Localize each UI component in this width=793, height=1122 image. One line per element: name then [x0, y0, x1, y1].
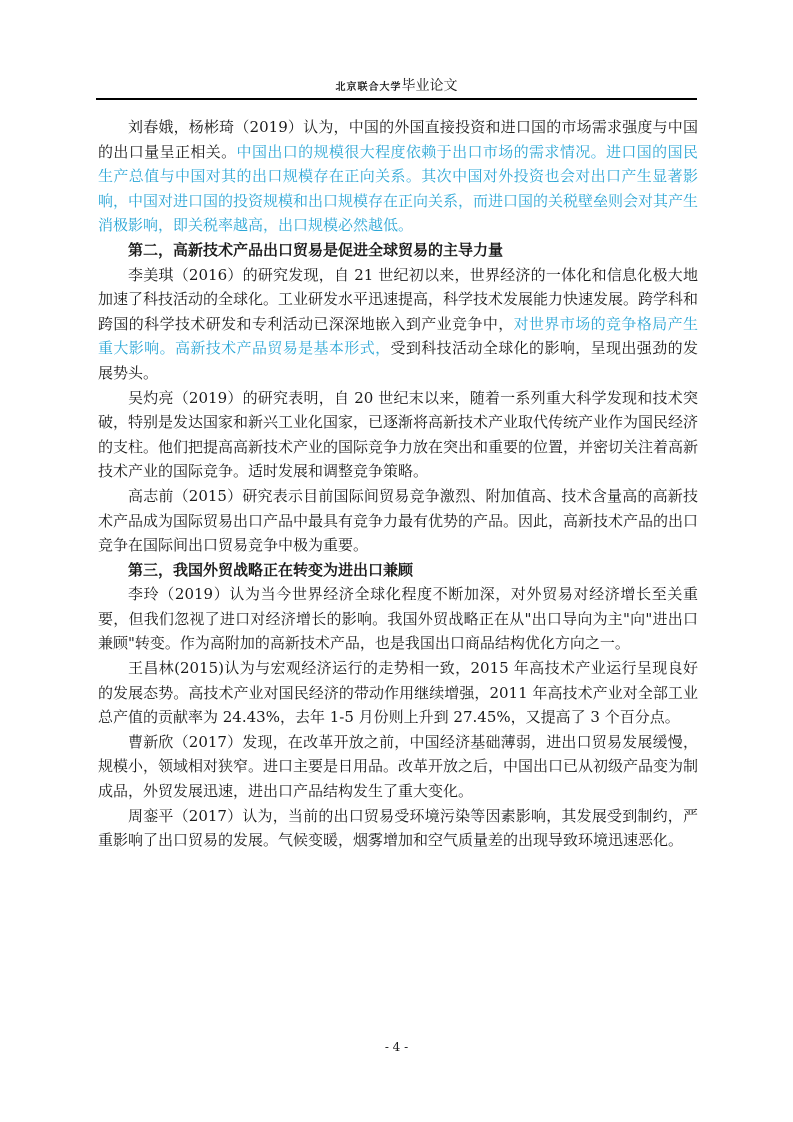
paragraph: 周銮平（2017）认为，当前的出口贸易受环境污染等因素影响，其发展受到制约，严重影响了出口贸易的发展。气候变暖，烟雾增加和空气质量差的出现导致环境迅速恶化。: [98, 806, 698, 850]
paragraph-text: 受到科技活动全球化的影响，呈现出强劲的发展势头。: [98, 339, 698, 382]
header-title: 毕业论文: [401, 78, 458, 94]
paragraph: [98, 263, 698, 386]
paragraph-text: 刘春娥，杨彬琦（2019）认为，中国的外国直接投资和进口国的市场需求强度与中国的出口量呈正相关。: [98, 118, 698, 161]
paragraph: 高志前（2015）研究表示目前国际间贸易竞争激烈、附加值高、技术含量高的高新技术产品成为国际贸易出口产品中最具有竞争力最有优势的产品。因此，高新技术产品的出口竞争在国际间出口贸易竞争中极为重要。: [98, 486, 699, 555]
university-name: 北京联合大学: [335, 82, 402, 93]
paragraph: 王昌林(2015)认为与宏观经济运行的走势相一致，2015 年高技术产业运行呈现良好的发展态势。高技术产业对国民经济的带动作用继续增强，2011 年高技术产业对全部工业总产值的贡献率为 24.43%，去年 1-5 月份则上升到 27.45%，又提高了 3 个百分点。: [98, 659, 698, 727]
page-header: [96, 76, 697, 100]
paragraph-text: 李美琪（2016）的研究发现，自 21 世纪初以来，世界经济的一体化和信息化极大地加速了科技活动的全球化。工业研发水平迅速提高，科学技术发展能力快速发展。跨学科和跨国的科学技术研发和专利活动已深深地嵌入到产业竞争中，: [98, 265, 699, 333]
paragraph: 吴灼亮（2019）的研究表明，自 20 世纪末以来，随着一系列重大科学发现和技术突破，特别是发达国家和新兴工业化国家，已逐渐将高新技术产业取代传统产业作为国民经济的支柱。他们把提高高新技术产业的国际竞争力放在突出和重要的位置，并密切关注着高新技术产业的国际竞争。适时发展和调整竞争策略。: [98, 388, 699, 481]
body-text: [98, 115, 698, 853]
page-number: - 4 -: [384, 1040, 409, 1054]
paragraph: 李玲（2019）认为当今世界经济全球化程度不断加深，对外贸易对经济增长至关重要，但我们忽视了进口对经济增长的影响。我国外贸战略正在从"出口导向为主"向"进出口兼顾"转变。作为高附加的高新技术产品，也是我国出口商品结构优化方向之一。: [98, 585, 698, 653]
paragraph: [98, 115, 698, 238]
paragraph: 曹新欣（2017）发现，在改革开放之前，中国经济基础薄弱，进出口贸易发展缓慢，规模小，领域相对狭窄。进口主要是日用品。改革开放之后，中国出口已从初级产品变为制成品，外贸发展迅速，进出口产品结构发生了重大变化。: [98, 732, 699, 801]
section-heading: 第三，我国外贸战略正在转变为进出口兼顾: [128, 560, 414, 579]
highlighted-text: 中国出口的规模很大程度依赖于出口市场的需求情况。进口国的国民生产总值与中国对其的出口规模存在正向关系。其次中国对外投资也会对出口产生显著影响，中国对进口国的投资规模和出口规模存在正向关系，而进口国的关税壁垒则会对其产生消极影响，即关税率越高，出口规模必然越低。: [98, 142, 699, 235]
highlighted-text: 对世界市场的竞争格局产生重大影响。高新技术产品贸易是基本形式，: [98, 314, 698, 358]
section-heading: 第二，高新技术产品出口贸易是促进全球贸易的主导力量: [128, 240, 504, 259]
